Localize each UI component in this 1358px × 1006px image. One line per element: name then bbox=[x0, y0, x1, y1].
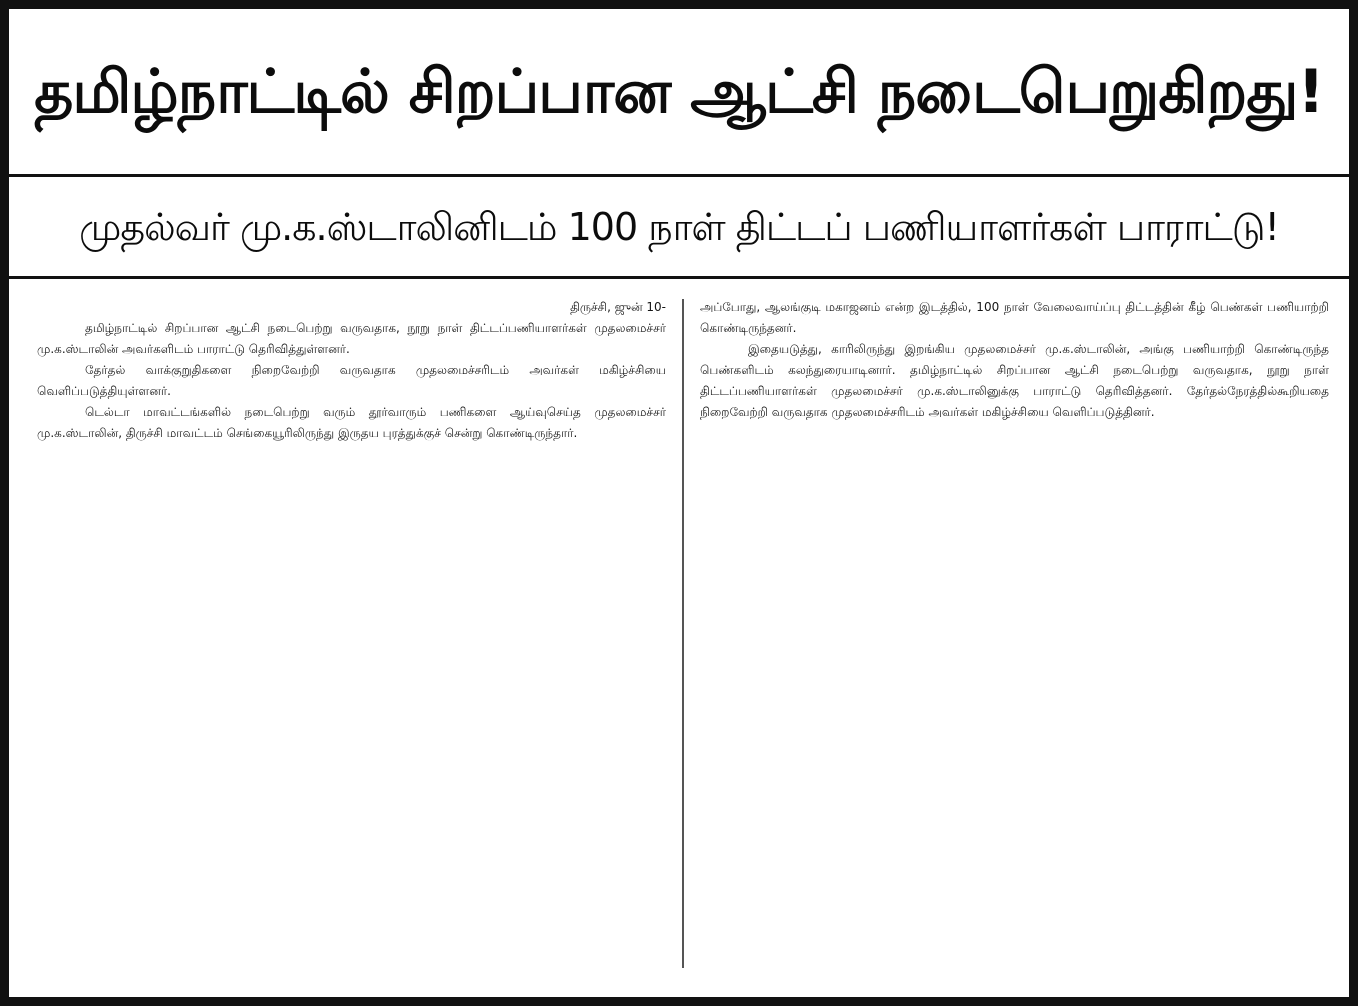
article-paragraph: அப்போது, ஆலங்குடி மகாஜனம் என்ற இடத்தில், 100 நாள் வேலைவாய்ப்பு திட்டத்தின் கீழ் பெண்கள் பணியாற்றி கொண்டிருந்தனர். bbox=[699, 300, 1329, 335]
article-paragraph: தேர்தல் வாக்குறுதிகளை நிறைவேற்றி வருவதாக முதலமைச்சரிடம் அவர்கள் மகிழ்ச்சியை வெளிப்படுத்தியுள்ளனர். bbox=[37, 363, 666, 398]
article-column-right bbox=[690, 297, 1329, 988]
article-paragraph: தமிழ்நாட்டில் சிறப்பான ஆட்சி நடைபெற்று வருவதாக, நூறு நாள் திட்டப்பணியாளர்கள் முதலமைச்சர் மு.க.ஸ்டாலின் அவர்களிடம் பாராட்டு தெரிவித்துள்ளனர். bbox=[37, 321, 666, 356]
article-paragraph: டெல்டா மாவட்டங்களில் நடைபெற்று வரும் தூர்வாரும் பணிகளை ஆய்வுசெய்த முதலமைச்சர் மு.க.ஸ்டாலின், திருச்சி மாவட்டம் செங்கையூரிலிருந்து இருதய புரத்துக்குச் சென்று கொண்டிருந்தார். bbox=[37, 405, 666, 440]
article-body bbox=[9, 279, 1349, 988]
article-paragraph: இதையடுத்து, காரிலிருந்து இறங்கிய முதலமைச்சர் மு.க.ஸ்டாலின், அங்கு பணியாற்றி கொண்டிருந்த பெண்களிடம் கலந்துரையாடினார். தமிழ்நாட்டில் சிறப்பான ஆட்சி நடைபெற்று வருவதாக, நூறு நாள் திட்டப்பணியாளர்கள் முதலமைச்சர் மு.க.ஸ்டாலினுக்கு பாராட்டு தெரிவித்தனர். தேர்தல்நேரத்தில்கூறியதை நிறைவேற்றி வருவதாக முதலமைச்சரிடம் அவர்கள் மகிழ்ச்சியை வெளிப்படுத்தினர். bbox=[699, 342, 1329, 419]
headline-box bbox=[9, 9, 1349, 177]
headline: தமிழ்நாட்டில் சிறப்பான ஆட்சி நடைபெறுகிறது! bbox=[34, 56, 1324, 127]
dateline: திருச்சி, ஜுன் 10- bbox=[570, 300, 666, 314]
column-divider bbox=[682, 299, 684, 968]
subheadline: முதல்வர் மு.க.ஸ்டாலினிடம் 100 நாள் திட்டப் பணியாளர்கள் பாராட்டு! bbox=[79, 204, 1279, 249]
article-column-left bbox=[37, 297, 676, 988]
subheadline-box bbox=[9, 177, 1349, 279]
